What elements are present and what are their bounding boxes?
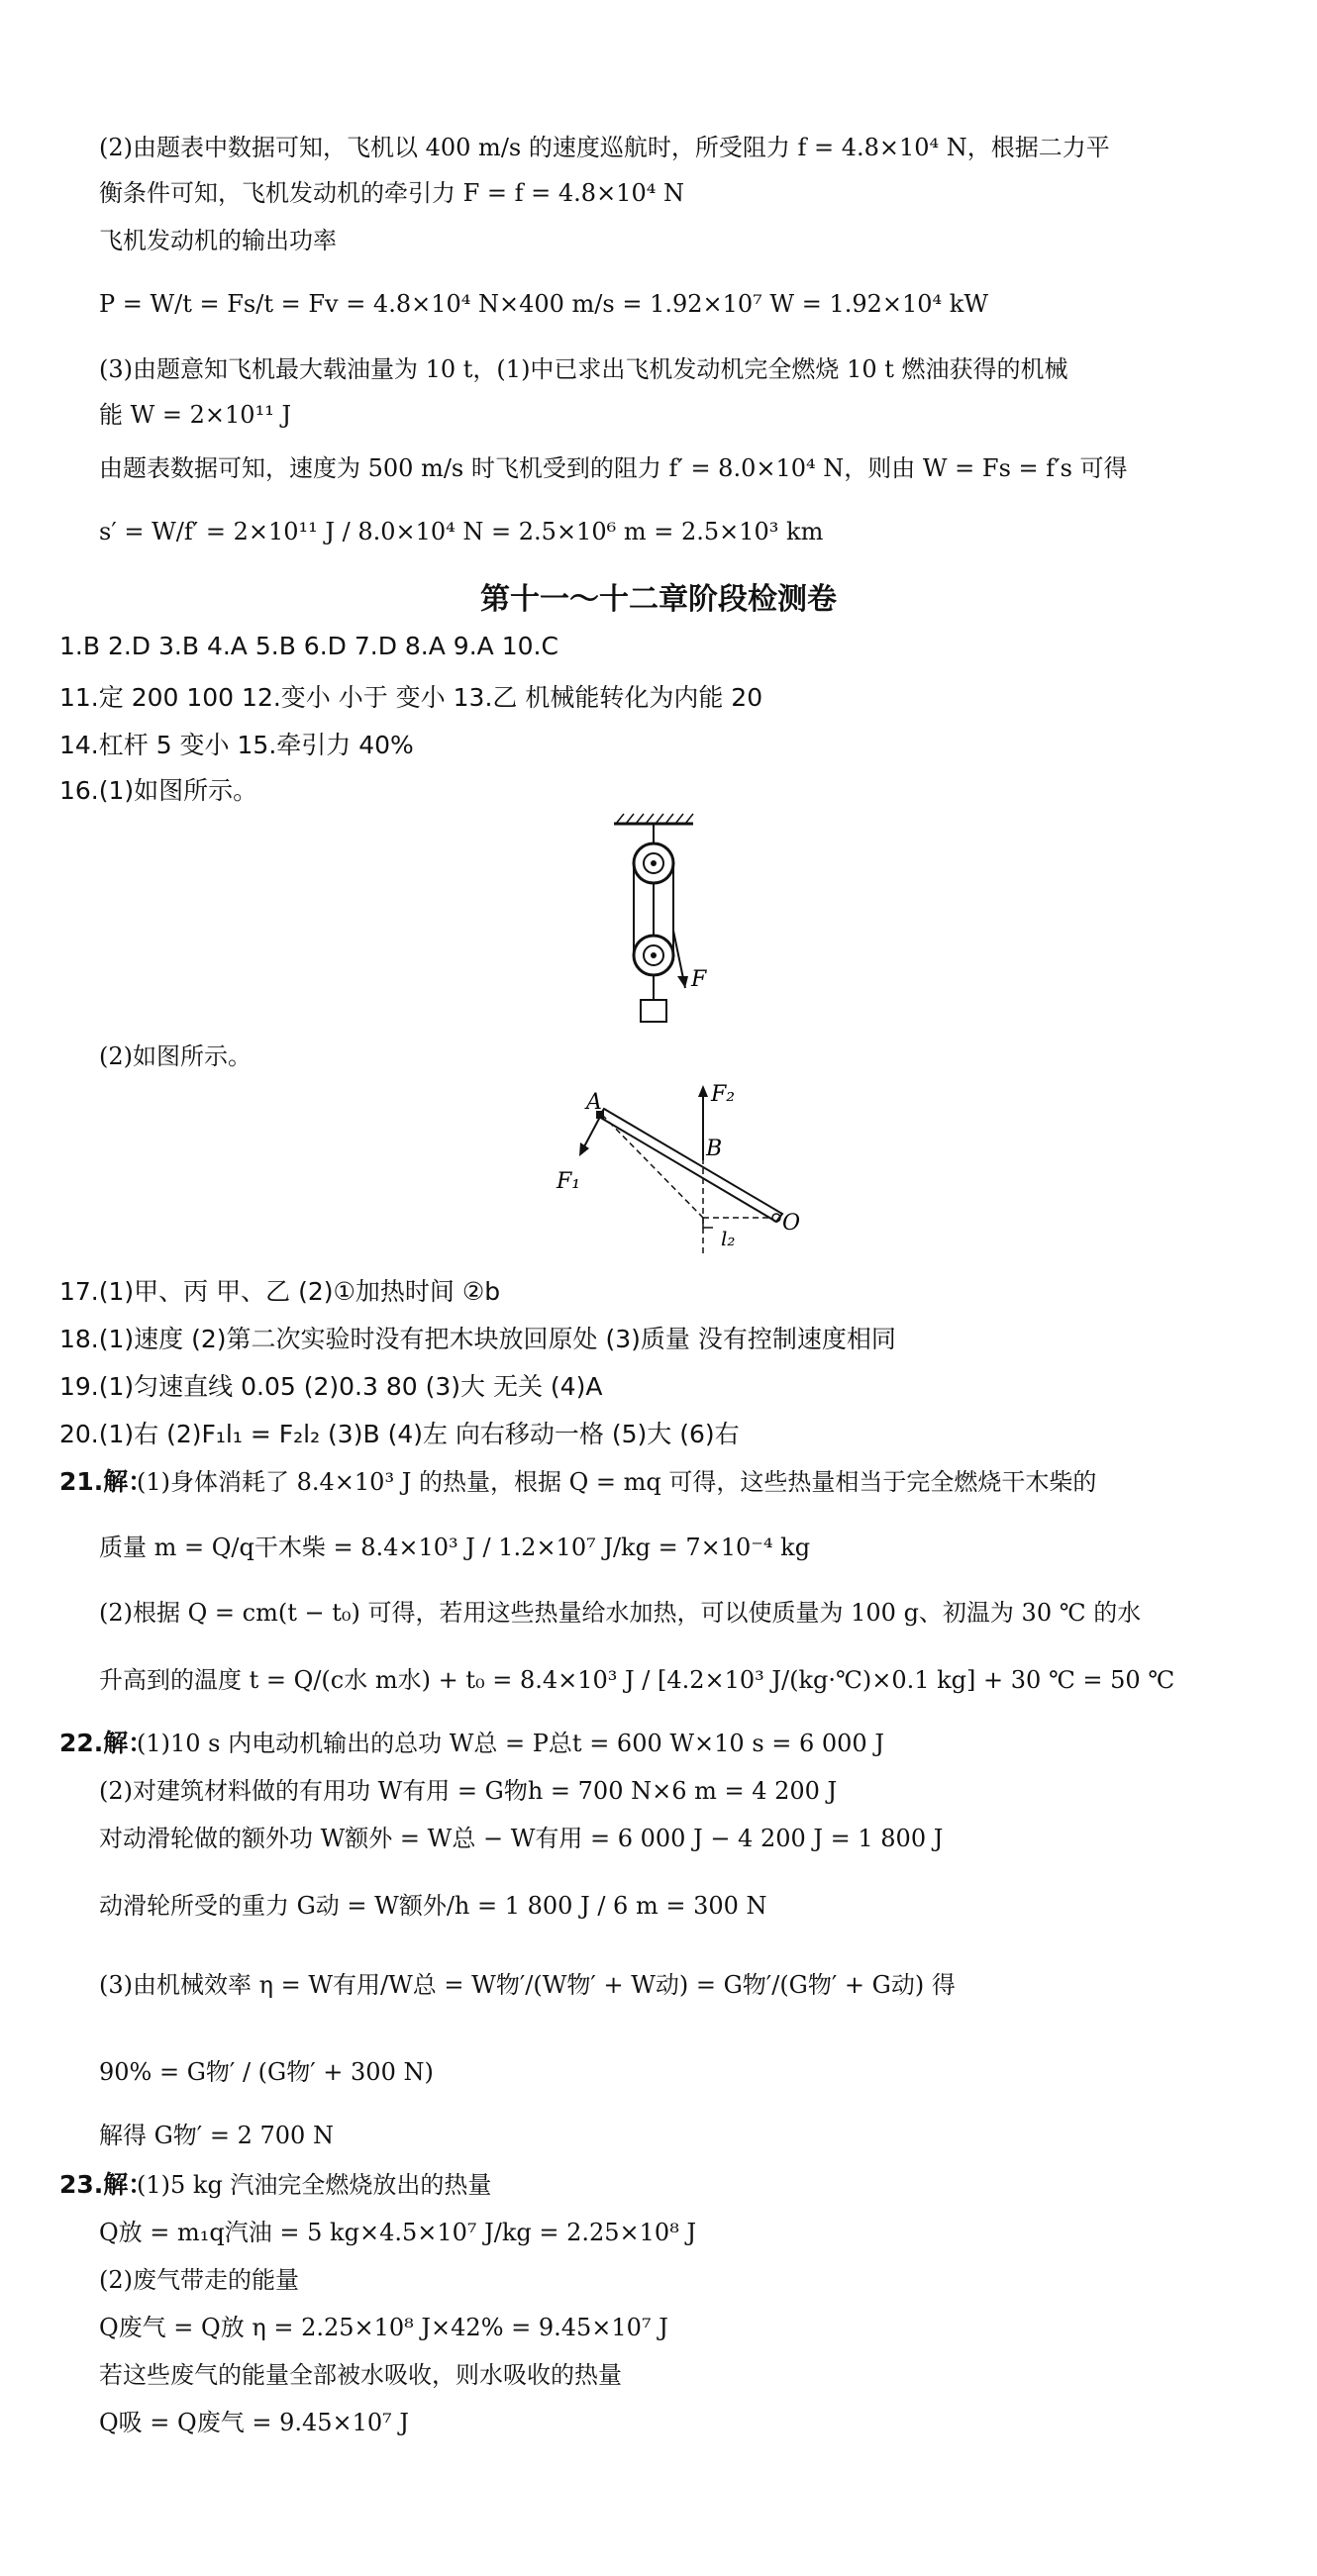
label-b: B xyxy=(706,1137,723,1161)
label-o: O xyxy=(782,1211,801,1236)
answer-16-part2: (2)如图所示。 xyxy=(99,1042,252,1070)
prev-line-2: 衡条件可知，飞机发动机的牵引力 F = f = 4.8×10⁴ N xyxy=(99,179,684,207)
q21-line-1: (1)身体消耗了 8.4×10³ J 的热量，根据 Q = mq 可得，这些热量相当于完全燃烧干木柴的 xyxy=(137,1468,1097,1496)
answer-16-part1: 16.(1)如图所示。 xyxy=(59,776,258,805)
label-a: A xyxy=(586,1090,602,1115)
q23-formula-absorb: Q吸 = Q废气 = 9.45×10⁷ J xyxy=(99,2409,410,2436)
q22-line-7: 解得 G物′ = 2 700 N xyxy=(99,2122,334,2149)
answer-19: 19.(1)匀速直线 0.05 (2)0.3 80 (3)大 无关 (4)A xyxy=(59,1372,603,1401)
prev-line-3: 飞机发动机的输出功率 xyxy=(99,227,337,254)
label-f2: F₂ xyxy=(711,1082,736,1107)
q23-line-3: (2)废气带走的能量 xyxy=(99,2266,299,2294)
lever-diagram xyxy=(545,1079,802,1267)
q22-formula-efficiency: (3)由机械效率 η = W有用/W总 = W物′/(W物′ + W动) = G物′/(G物′ + G动) 得 xyxy=(99,1971,956,1999)
q21-line-3: (2)根据 Q = cm(t − t₀) 可得，若用这些热量给水加热，可以使质量为 100 g、初温为 30 ℃ 的水 xyxy=(99,1599,1142,1627)
force-label-f: F xyxy=(691,967,707,992)
q23-line-5: 若这些废气的能量全部被水吸收，则水吸收的热量 xyxy=(99,2361,622,2389)
pulley-diagram xyxy=(594,812,733,1040)
q23-line-1: (1)5 kg 汽油完全燃烧放出的热量 xyxy=(137,2171,492,2199)
q21-formula-temp: 升高到的温度 t = Q/(c水 m水) + t₀ = 8.4×10³ J / [4.2×10³ J/(kg·℃)×0.1 kg] + 30 ℃ = 50 ℃ xyxy=(99,1666,1175,1694)
q22-line-2: (2)对建筑材料做的有用功 W有用 = G物h = 700 N×6 m = 4 200 J xyxy=(99,1777,838,1805)
q23-label: 23.解： xyxy=(59,2170,153,2199)
answers-14-15: 14.杠杆 5 变小 15.牵引力 40% xyxy=(59,731,414,759)
q22-formula-90: 90% = G物′ / (G物′ + 300 N) xyxy=(99,2058,434,2086)
prev-formula-power: P = W/t = Fs/t = Fv = 4.8×10⁴ N×400 m/s = 1.92×10⁷ W = 1.92×10⁴ kW xyxy=(99,290,988,318)
q22-formula-weight: 动滑轮所受的重力 G动 = W额外/h = 1 800 J / 6 m = 300 N xyxy=(99,1892,767,1920)
q23-formula-heat: Q放 = m₁q汽油 = 5 kg×4.5×10⁷ J/kg = 2.25×10⁸ J xyxy=(99,2219,697,2246)
answer-17: 17.(1)甲、丙 甲、乙 (2)①加热时间 ②b xyxy=(59,1277,501,1306)
answer-18: 18.(1)速度 (2)第二次实验时没有把木块放回原处 (3)质量 没有控制速度相同 xyxy=(59,1325,896,1353)
section-title: 第十一～十二章阶段检测卷 xyxy=(480,582,837,617)
prev-formula-distance: s′ = W/f′ = 2×10¹¹ J / 8.0×10⁴ N = 2.5×10⁶ m = 2.5×10³ km xyxy=(99,518,824,545)
q23-formula-exhaust: Q废气 = Q放 η = 2.25×10⁸ J×42% = 9.45×10⁷ J xyxy=(99,2314,668,2341)
q21-label: 21.解： xyxy=(59,1467,153,1496)
prev-line-1: (2)由题表中数据可知，飞机以 400 m/s 的速度巡航时，所受阻力 f = 4.8×10⁴ N，根据二力平 xyxy=(99,134,1110,161)
prev-line-6: 能 W = 2×10¹¹ J xyxy=(99,401,292,429)
prev-line-5: (3)由题意知飞机最大载油量为 10 t，(1)中已求出飞机发动机完全燃烧 10 t 燃油获得的机械 xyxy=(99,355,1068,383)
answer-20: 20.(1)右 (2)F₁l₁ = F₂l₂ (3)B (4)左 向右移动一格 (5)大 (6)右 xyxy=(59,1420,740,1448)
answers-11-13: 11.定 200 100 12.变小 小于 变小 13.乙 机械能转化为内能 20 xyxy=(59,683,763,712)
label-l2: l₂ xyxy=(721,1227,736,1250)
q22-line-3: 对动滑轮做的额外功 W额外 = W总 − W有用 = 6 000 J − 4 200 J = 1 800 J xyxy=(99,1825,944,1852)
prev-line-7: 由题表数据可知，速度为 500 m/s 时飞机受到的阻力 f′ = 8.0×10⁴ N，则由 W = Fs = f′s 可得 xyxy=(99,454,1128,482)
answers-1-10: 1.B 2.D 3.B 4.A 5.B 6.D 7.D 8.A 9.A 10.C xyxy=(59,632,558,660)
force-f1-arrow xyxy=(582,1117,600,1150)
q21-formula-mass: 质量 m = Q/q干木柴 = 8.4×10³ J / 1.2×10⁷ J/kg = 7×10⁻⁴ kg xyxy=(99,1534,811,1561)
q22-line-1: (1)10 s 内电动机输出的总功 W总 = P总t = 600 W×10 s = 6 000 J xyxy=(137,1730,884,1757)
label-f1: F₁ xyxy=(557,1169,581,1194)
load-box xyxy=(641,1000,666,1022)
lever-bar xyxy=(599,1109,782,1222)
q22-label: 22.解： xyxy=(59,1729,153,1757)
